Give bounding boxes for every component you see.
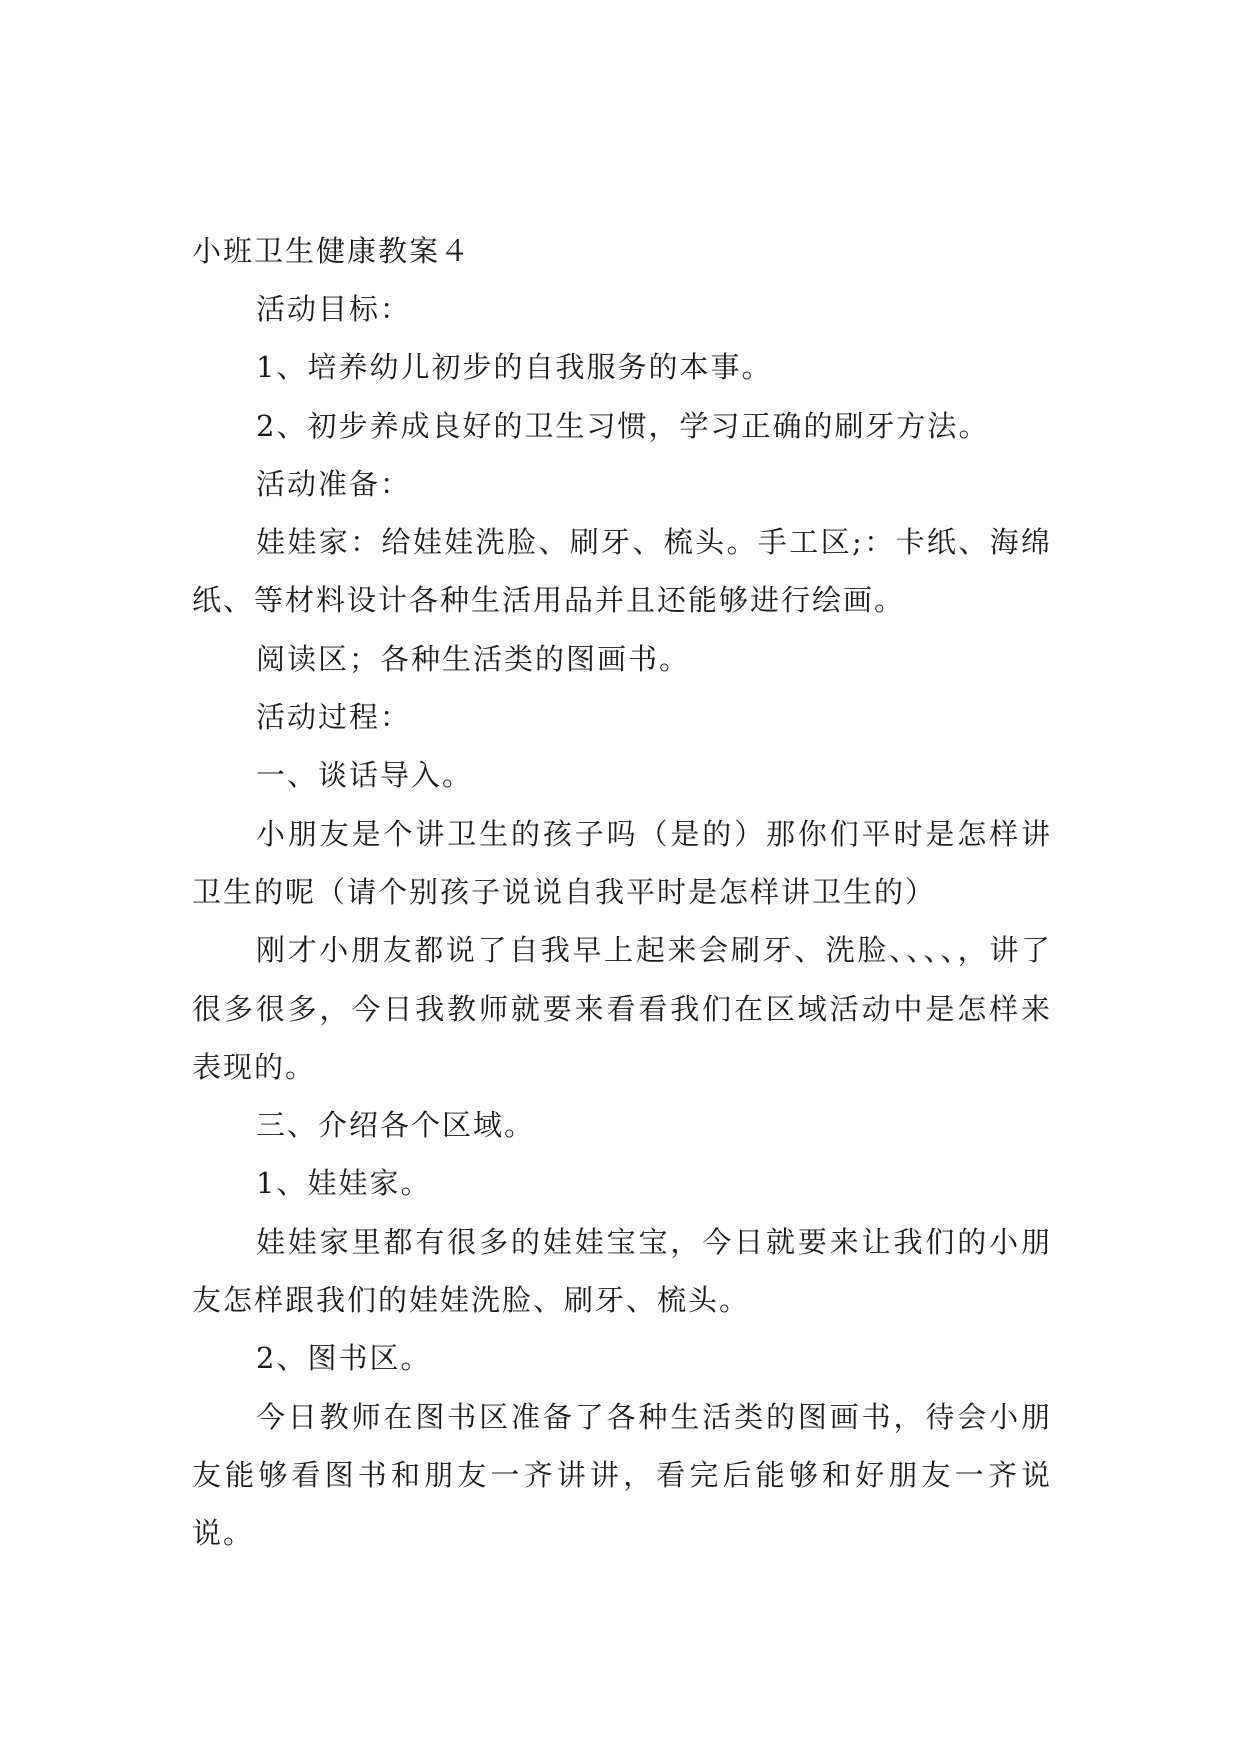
paragraph: 今日教师在图书区准备了各种生活类的图画书，待会小朋友能够看图书和朋友一齐讲讲，看完后能够和好朋友一齐说说。 [192, 1399, 1052, 1551]
paragraph: 2、初步养成良好的卫生习惯，学习正确的刷牙方法。 [256, 408, 990, 443]
document-title: 小班卫生健康教案４ [192, 234, 472, 268]
document-body [192, 222, 1052, 1563]
paragraph: 娃娃家：给娃娃洗脸、刷牙、梳头。手工区;：卡纸、海绵纸、等材料设计各种生活用品并且还能够进行绘画。 [192, 525, 1052, 618]
paragraph: 阅读区；各种生活类的图画书。 [256, 641, 691, 676]
paragraph: 1、娃娃家。 [256, 1166, 432, 1201]
paragraph: 活动目标： [256, 292, 412, 326]
paragraph: 一、谈话导入。 [256, 758, 474, 793]
paragraph: 三、介绍各个区域。 [256, 1108, 536, 1143]
paragraph: 小朋友是个讲卫生的孩子吗（是的）那你们平时是怎样讲卫生的呢（请个别孩子说说自我平时是怎样讲卫生的） [192, 816, 1052, 909]
paragraph: 2、图书区。 [256, 1341, 432, 1376]
paragraph: 刚才小朋友都说了自我早上起来会刷牙、洗脸、、、、，讲了很多很多，今日我教师就要来看看我们在区域活动中是怎样来表现的。 [192, 933, 1052, 1084]
paragraph: 娃娃家里都有很多的娃娃宝宝，今日就要来让我们的小朋友怎样跟我们的娃娃洗脸、刷牙、梳头。 [192, 1224, 1052, 1318]
paragraph: 活动准备： [256, 466, 412, 501]
paragraph: 1、培养幼儿初步的自我服务的本事。 [256, 350, 773, 385]
paragraph: 活动过程： [256, 700, 412, 735]
